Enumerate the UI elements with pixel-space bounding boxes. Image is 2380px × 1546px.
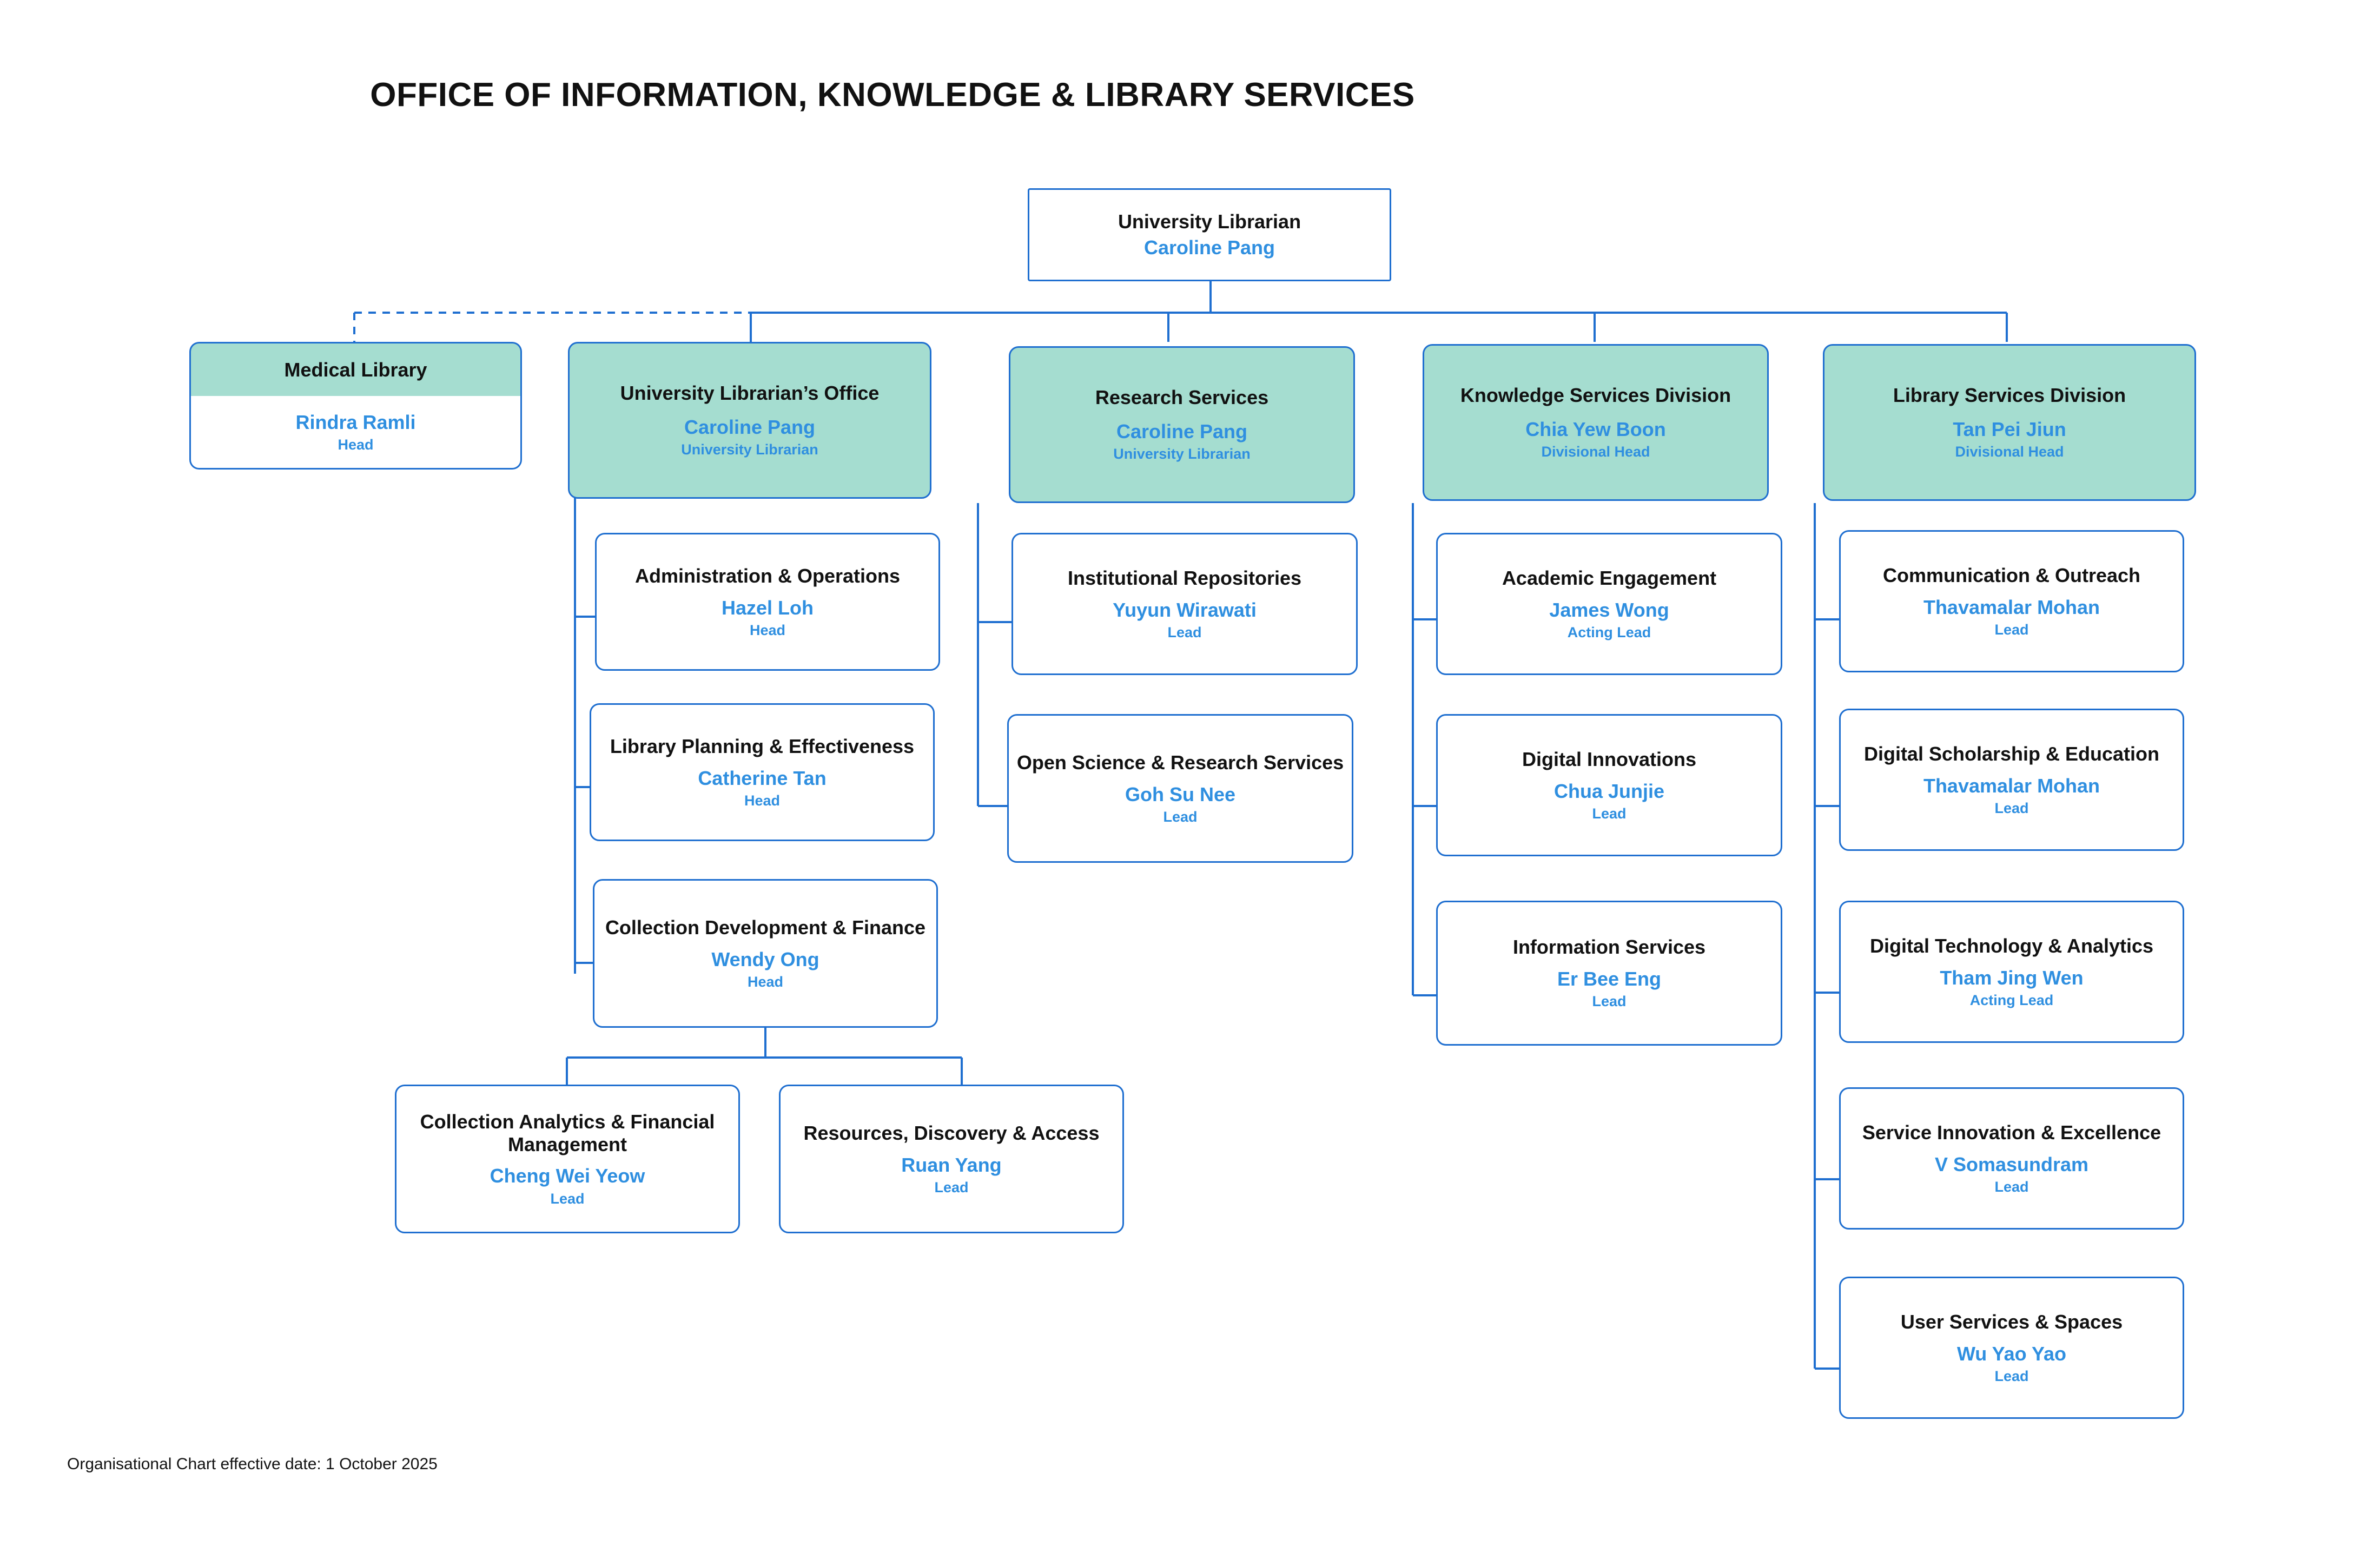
node-role: University Librarian bbox=[1113, 446, 1251, 463]
node-person: James Wong bbox=[1549, 598, 1669, 621]
node-title: User Services & Spaces bbox=[1900, 1310, 2123, 1333]
effective-date-note: Organisational Chart effective date: 1 October 2025 bbox=[67, 1455, 438, 1473]
node-information-services[interactable] bbox=[1436, 901, 1782, 1046]
node-title: Academic Engagement bbox=[1502, 566, 1717, 589]
node-person: Hazel Loh bbox=[721, 596, 814, 619]
node-role: Divisional Head bbox=[1955, 444, 2064, 460]
node-person: Chua Junjie bbox=[1553, 779, 1665, 802]
node-academic-engagement[interactable] bbox=[1436, 533, 1782, 675]
node-resources-discovery-access[interactable] bbox=[779, 1085, 1124, 1233]
node-role: Lead bbox=[1994, 621, 2029, 638]
node-title: Digital Innovations bbox=[1522, 748, 1696, 770]
node-role: Lead bbox=[1592, 805, 1627, 822]
node-role: Lead bbox=[550, 1190, 585, 1207]
node-person: V Somasundram bbox=[1934, 1153, 2089, 1175]
node-person: Goh Su Nee bbox=[1125, 783, 1236, 805]
node-role: Divisional Head bbox=[1541, 444, 1650, 460]
node-title: Medical Library bbox=[284, 358, 427, 381]
node-communication-outreach[interactable] bbox=[1839, 530, 2184, 672]
node-person: Er Bee Eng bbox=[1557, 968, 1662, 990]
node-person: Chia Yew Boon bbox=[1525, 418, 1666, 441]
node-role: Lead bbox=[934, 1179, 969, 1195]
node-role: Acting Lead bbox=[1969, 992, 2054, 1008]
node-title: Resources, Discovery & Access bbox=[803, 1121, 1100, 1144]
node-role: Lead bbox=[1167, 624, 1202, 640]
node-person: Caroline Pang bbox=[1116, 420, 1248, 443]
node-library-planning-effectiveness[interactable] bbox=[590, 703, 935, 841]
node-title: Service Innovation & Excellence bbox=[1862, 1121, 2161, 1144]
node-title: Digital Technology & Analytics bbox=[1869, 934, 2154, 957]
node-person: Ruan Yang bbox=[901, 1153, 1002, 1176]
node-title: Collection Development & Finance bbox=[605, 916, 926, 939]
node-digital-innovations[interactable] bbox=[1436, 714, 1782, 856]
node-title: Information Services bbox=[1512, 936, 1706, 959]
node-institutional-repositories[interactable] bbox=[1012, 533, 1358, 675]
page-title: OFFICE OF INFORMATION, KNOWLEDGE & LIBRARY SERVICES bbox=[370, 76, 1415, 114]
node-role: Head bbox=[744, 792, 781, 809]
node-person: Caroline Pang bbox=[684, 416, 816, 439]
node-research-services[interactable] bbox=[1009, 346, 1355, 503]
node-title: Communication & Outreach bbox=[1882, 564, 2141, 586]
node-title: Administration & Operations bbox=[634, 564, 901, 587]
node-title: Institutional Repositories bbox=[1067, 566, 1302, 589]
node-title: Library Planning & Effectiveness bbox=[610, 735, 915, 757]
node-title: Digital Scholarship & Education bbox=[1863, 742, 2160, 765]
node-knowledge-services-division[interactable] bbox=[1423, 344, 1769, 501]
node-title: University Librarian’s Office bbox=[620, 382, 880, 405]
node-service-innovation-excellence[interactable] bbox=[1839, 1087, 2184, 1230]
node-title: Knowledge Services Division bbox=[1460, 384, 1731, 407]
node-role: Head bbox=[338, 436, 374, 453]
node-person: Caroline Pang bbox=[1143, 236, 1275, 259]
node-title: University Librarian bbox=[1118, 210, 1301, 233]
node-title: Research Services bbox=[1095, 386, 1269, 409]
node-person: Wu Yao Yao bbox=[1956, 1342, 2067, 1365]
node-medical-library-person[interactable] bbox=[189, 396, 522, 470]
node-person: Thavamalar Mohan bbox=[1923, 596, 2100, 618]
node-title: Collection Analytics & Financial Management bbox=[420, 1110, 715, 1155]
node-role: Lead bbox=[1163, 808, 1198, 825]
node-role: Lead bbox=[1994, 1367, 2029, 1384]
node-person: Yuyun Wirawati bbox=[1113, 598, 1257, 621]
node-user-services-spaces[interactable] bbox=[1839, 1277, 2184, 1419]
node-digital-scholarship-education[interactable] bbox=[1839, 709, 2184, 851]
node-person: Tan Pei Jiun bbox=[1953, 418, 2066, 441]
node-person: Catherine Tan bbox=[698, 767, 827, 789]
node-role: Lead bbox=[1994, 800, 2029, 816]
node-person: Thavamalar Mohan bbox=[1923, 774, 2100, 797]
node-person: Wendy Ong bbox=[711, 948, 819, 970]
node-role: University Librarian bbox=[681, 441, 818, 458]
node-university-librarian[interactable] bbox=[1028, 188, 1391, 281]
node-role: Head bbox=[749, 622, 786, 638]
node-role: Lead bbox=[1592, 993, 1627, 1010]
node-collection-analytics-financial-management[interactable] bbox=[395, 1085, 740, 1233]
node-role: Lead bbox=[1994, 1178, 2029, 1195]
node-university-librarians-office[interactable] bbox=[568, 342, 931, 499]
node-medical-library-header[interactable] bbox=[189, 342, 522, 396]
node-title: Open Science & Research Services bbox=[1016, 751, 1344, 774]
node-open-science-research-services[interactable] bbox=[1007, 714, 1353, 863]
node-title: Library Services Division bbox=[1893, 384, 2126, 407]
node-collection-development-finance[interactable] bbox=[593, 879, 938, 1028]
node-person: Cheng Wei Yeow bbox=[490, 1165, 645, 1187]
node-digital-technology-analytics[interactable] bbox=[1839, 901, 2184, 1043]
node-administration-operations[interactable] bbox=[595, 533, 940, 671]
node-library-services-division[interactable] bbox=[1823, 344, 2196, 501]
node-person: Rindra Ramli bbox=[295, 411, 416, 433]
node-role: Head bbox=[747, 973, 784, 990]
node-role: Acting Lead bbox=[1567, 624, 1651, 640]
node-person: Tham Jing Wen bbox=[1940, 966, 2084, 989]
